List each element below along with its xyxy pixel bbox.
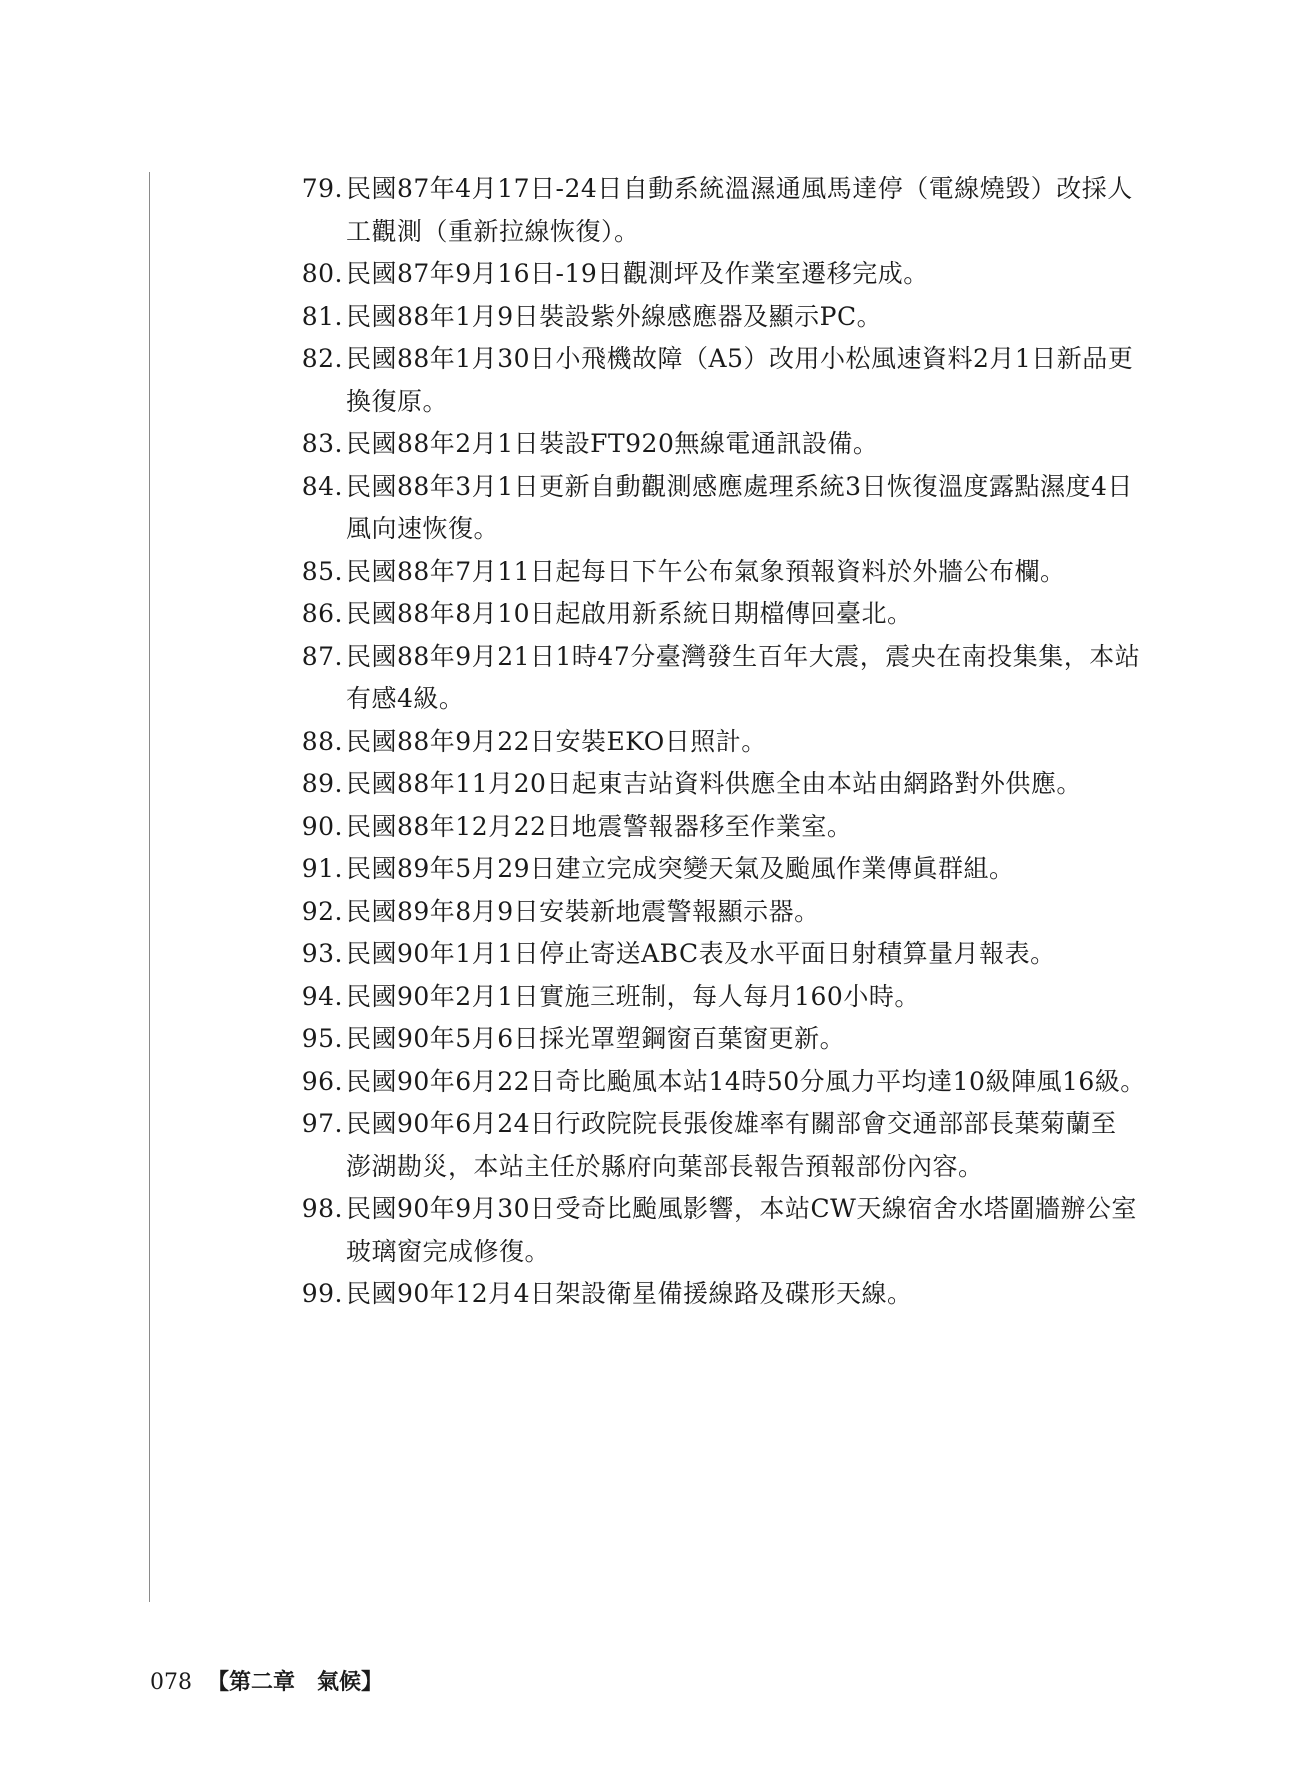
margin-rule [149,172,150,1602]
list-item-text-line: 民國90年1月1日停止寄送ABC表及水平面日射積算量月報表。 [346,939,1056,968]
chronology-list [295,168,1145,1316]
list-item-number: 79. [301,174,343,203]
list-item [295,721,1145,764]
list-item-text-line: 換復原。 [346,386,449,416]
list-item-number: 80. [301,259,343,288]
list-item [295,338,1145,423]
list-item-number: 91. [301,854,343,883]
list-item-number: 90. [301,811,343,841]
list-item [295,806,1145,849]
list-item-text-line: 工觀測（重新拉線恢復）。 [346,216,640,246]
list-item-text-line: 民國88年9月21日1時47分臺灣發生百年大震，震央在南投集集，本站 [346,641,1141,671]
list-item-text-line: 玻璃窗完成修復。 [346,1236,551,1266]
list-item [295,593,1145,636]
list-item-number: 99. [301,1279,343,1308]
list-item [295,1188,1145,1273]
list-item-number: 83. [301,429,343,458]
list-item-text-line: 民國88年3月1日更新自動觀測感應處理系統3日恢復溫度露點濕度4日 [346,471,1133,501]
list-item-number: 87. [301,641,343,671]
list-item [295,636,1145,721]
list-item-number: 81. [301,301,343,331]
list-item-number: 84. [301,471,343,501]
page-number: 078 [150,1670,192,1695]
list-item-text-line: 民國88年1月9日裝設紫外線感應器及顯示PC。 [346,301,883,331]
list-item-text-line: 民國88年1月30日小飛機故障（A5）改用小松風速資料2月1日新品更 [346,344,1134,373]
list-item [295,848,1145,891]
list-item-number: 89. [301,769,343,798]
list-item-text-line: 民國88年7月11日起每日下午公布氣象預報資料於外牆公布欄。 [346,556,1066,586]
list-item [295,296,1145,339]
list-item-number: 96. [301,1066,343,1096]
list-item-text-line: 民國88年12月22日地震警報器移至作業室。 [346,811,853,841]
chapter-title: 【第二章 氣候】 [207,1669,384,1695]
list-item [295,933,1145,976]
list-item [295,1103,1145,1188]
list-item [295,1018,1145,1061]
list-item-text-line: 民國90年12月4日架設衛星備援線路及碟形天線。 [346,1279,913,1308]
list-item [295,891,1145,934]
list-item-number: 94. [301,981,343,1011]
list-item-number: 97. [301,1109,343,1138]
list-item-text-line: 民國88年9月22日安裝EKO日照計。 [346,726,767,756]
list-item-text-line: 民國90年6月22日奇比颱風本站14時50分風力平均達10級陣風16級。 [346,1066,1146,1096]
page-footer [150,1667,383,1698]
list-item-text-line: 澎湖勘災，本站主任於縣府向葉部長報告預報部份內容。 [346,1151,984,1181]
list-item-number: 88. [301,726,343,756]
list-item-text-line: 民國88年8月10日起啟用新系統日期檔傳回臺北。 [346,599,913,628]
list-item-text-line: 民國87年4月17日-24日自動系統溫濕通風馬達停（電線燒毀）改採人 [346,174,1133,203]
list-item-text-line: 民國88年11月20日起東吉站資料供應全由本站由網路對外供應。 [346,769,1082,798]
list-item [295,976,1145,1019]
list-item-text-line: 民國90年6月24日行政院院長張俊雄率有關部會交通部部長葉菊蘭至 [346,1109,1117,1138]
list-item [295,168,1145,253]
list-item-text-line: 民國89年5月29日建立完成突變天氣及颱風作業傳眞群組。 [346,854,1015,883]
list-item [295,1273,1145,1316]
list-item [295,253,1145,296]
list-item-text-line: 民國90年9月30日受奇比颱風影響，本站CW天線宿舍水塔圍牆辦公室 [346,1194,1137,1223]
list-item-text-line: 民國87年9月16日-19日觀測坪及作業室遷移完成。 [346,259,929,288]
list-item-text-line: 民國90年5月6日採光罩塑鋼窗百葉窗更新。 [346,1024,846,1053]
list-item [295,551,1145,594]
list-item [295,423,1145,466]
list-item-text-line: 民國90年2月1日實施三班制，每人每月160小時。 [346,981,920,1011]
list-item-number: 85. [301,556,343,586]
list-item [295,466,1145,551]
list-item-number: 86. [301,599,343,628]
list-item-text-line: 民國88年2月1日裝設FT920無線電通訊設備。 [346,429,879,458]
list-item [295,1061,1145,1104]
list-item-text-line: 民國89年8月9日安裝新地震警報顯示器。 [346,896,820,926]
list-item-number: 93. [301,939,343,968]
list-item-number: 82. [301,344,343,373]
list-item-number: 95. [301,1024,343,1053]
list-item-text-line: 風向速恢復。 [346,514,500,543]
list-item [295,763,1145,806]
list-item-text-line: 有感4級。 [346,684,465,713]
list-item-number: 98. [301,1194,343,1223]
list-item-number: 92. [301,896,343,926]
